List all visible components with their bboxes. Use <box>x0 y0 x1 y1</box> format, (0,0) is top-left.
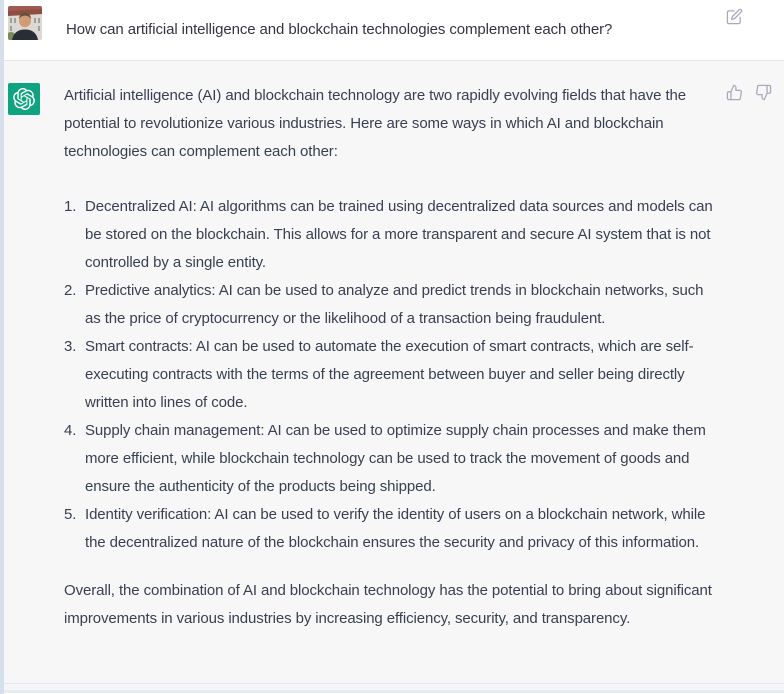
list-item-number: 1. <box>64 198 77 215</box>
thumbs-down-icon <box>755 84 772 101</box>
list-item-text: Predictive analytics: AI can be used to analyze and predict trends in blockchain networks, such as the price of cryptocurrency or the likelihood of a transaction being fraudulent. <box>85 282 704 327</box>
thumbs-down-button[interactable] <box>755 84 772 101</box>
list-item <box>64 417 719 501</box>
list-item-number: 4. <box>64 422 77 439</box>
assistant-numbered-list <box>64 193 719 557</box>
list-item <box>64 193 719 277</box>
user-photo-icon <box>8 6 42 40</box>
chatgpt-avatar <box>8 83 40 115</box>
edit-pencil-square-icon <box>726 8 743 25</box>
list-item-number: 5. <box>64 506 77 523</box>
user-message-text: How can artificial intelligence and blockchain technologies complement each other? <box>66 21 613 38</box>
list-item-text: Supply chain management: AI can be used to optimize supply chain processes and make them more efficient, while blockchain technology can be used to track the movement of goods and ensure the authenticity of the products being shipped. <box>85 422 706 495</box>
list-item-number: 3. <box>64 338 77 355</box>
user-message-row <box>0 0 784 61</box>
openai-logo-icon <box>13 88 35 110</box>
next-message-row-edge <box>0 684 784 693</box>
assistant-message-content <box>64 61 719 633</box>
user-avatar <box>8 6 42 40</box>
edit-message-button[interactable] <box>726 8 743 25</box>
list-item-text: Decentralized AI: AI algorithms can be trained using decentralized data sources and models can be stored on the blockchain. This allows for a more transparent and secure AI system that is not controlled by a single entity. <box>85 198 713 271</box>
assistant-conclusion-paragraph: Overall, the combination of AI and blockchain technology has the potential to bring about significant improvements in various industries by increasing efficiency, security, and transparency. <box>64 582 712 627</box>
list-item-text: Identity verification: AI can be used to verify the identity of users on a blockchain network, while the decentralized nature of the blockchain ensures the security and privacy of this information. <box>85 506 706 551</box>
list-item <box>64 333 719 417</box>
thumbs-up-icon <box>726 84 743 101</box>
list-item-text: Smart contracts: AI can be used to automate the execution of smart contracts, which are self-executing contracts with the terms of the agreement between buyer and seller being directly written into lines of code. <box>85 338 694 411</box>
list-item-number: 2. <box>64 282 77 299</box>
assistant-message-row <box>0 61 784 684</box>
left-edge-strip <box>0 0 4 694</box>
assistant-intro-paragraph: Artificial intelligence (AI) and blockchain technology are two rapidly evolving fields that have the potential to revolutionize various industries. Here are some ways in which AI and blockchain technologies can complement each other: <box>64 87 687 160</box>
thumbs-up-button[interactable] <box>726 84 743 101</box>
list-item <box>64 501 719 557</box>
list-item <box>64 277 719 333</box>
